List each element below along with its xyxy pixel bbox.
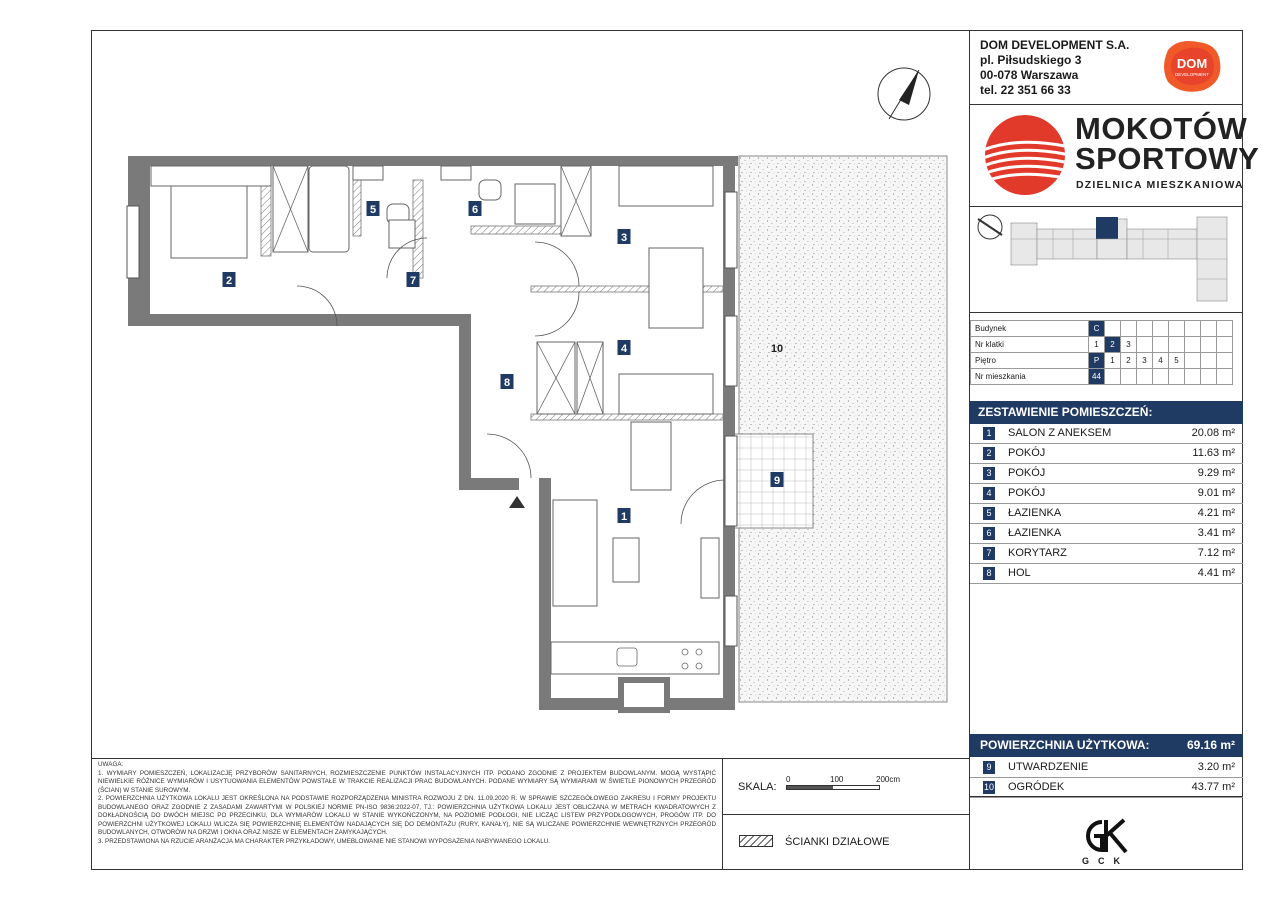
info-option: 44 <box>1089 369 1105 385</box>
room-row <box>970 484 1243 504</box>
key-plan <box>973 209 1239 309</box>
header-divider <box>969 206 1243 207</box>
note-3: 3. PRZEDSTAWIONA NA RZUCIE ARANŻACJA MA CHARAKTER PRZYKŁADOWY, UMEBLOWANIE NIE STANOWI WYPOSAŻENIA NABYWANEGO LOKALU. <box>98 837 551 845</box>
info-label: Nr klatki <box>971 337 1089 353</box>
svg-text:5: 5 <box>369 204 377 216</box>
compass-small-icon <box>978 215 1002 239</box>
sofa <box>553 500 597 606</box>
svg-text:3: 3 <box>620 232 628 244</box>
info-label: Piętro <box>971 353 1089 369</box>
info-option: 3 <box>1137 353 1153 369</box>
room-name: POKÓJ <box>1008 467 1046 479</box>
project-title-2: SPORTOWY <box>1075 141 1260 176</box>
plan-room-label <box>223 272 236 287</box>
gck-logo-text: GCK <box>1082 856 1129 866</box>
room-row <box>970 464 1243 484</box>
svg-text:9: 9 <box>773 475 781 487</box>
room-area: 9.29 m² <box>1197 467 1235 479</box>
extra-area: 43.77 m² <box>1191 781 1235 793</box>
shower <box>515 184 555 224</box>
room-name: ŁAZIENKA <box>1008 507 1062 519</box>
bed-room-4 <box>619 374 713 414</box>
info-option: 3 <box>1121 337 1137 353</box>
room-number: 8 <box>983 567 995 580</box>
room-area: 3.41 m² <box>1197 527 1235 539</box>
room-area: 4.41 m² <box>1197 567 1235 579</box>
partition-wall-legend-swatch <box>739 835 773 847</box>
room-area: 7.12 m² <box>1197 547 1235 559</box>
bed-room-2 <box>171 180 247 258</box>
info-option: 1 <box>1105 353 1121 369</box>
scale-tick-200: 200cm <box>876 775 901 784</box>
svg-text:2: 2 <box>225 275 233 287</box>
svg-text:4: 4 <box>620 343 628 355</box>
info-row-stairwell <box>971 337 1233 353</box>
info-row-floor <box>971 353 1233 369</box>
room-row <box>970 424 1243 444</box>
rooms-list <box>970 424 1243 584</box>
company-phone: tel. 22 351 66 33 <box>980 83 1071 97</box>
room-area: 11.63 m² <box>1192 447 1235 459</box>
company-city: 00-078 Warszawa <box>980 68 1079 82</box>
room-number: 1 <box>983 427 995 440</box>
info-option: 2 <box>1105 337 1121 353</box>
total-area-bar <box>970 734 1243 757</box>
room-area: 20.08 m² <box>1191 427 1235 439</box>
info-row-building <box>971 321 1233 337</box>
dom-logo-subtext: DEVELOPMENT <box>1174 72 1210 77</box>
room-area: 9.01 m² <box>1197 487 1235 499</box>
plan-room-label <box>618 508 631 523</box>
extra-row <box>970 778 1243 798</box>
room-row <box>970 544 1243 564</box>
room-name: KORYTARZ <box>1008 547 1067 559</box>
header-divider <box>969 312 1243 313</box>
partition-wall-legend-label: ŚCIANKI DZIAŁOWE <box>785 836 890 848</box>
room-row <box>970 504 1243 524</box>
room-number: 4 <box>983 487 995 500</box>
footer-divider <box>91 758 970 759</box>
extra-name: OGRÓDEK <box>1008 781 1065 793</box>
room-name: POKÓJ <box>1008 447 1046 459</box>
toilet-6 <box>479 180 501 200</box>
svg-text:8: 8 <box>503 377 511 389</box>
north-arrow-icon <box>878 68 930 120</box>
svg-text:1: 1 <box>620 511 628 523</box>
info-option: 1 <box>1089 337 1105 353</box>
room-number: 2 <box>983 447 995 460</box>
info-row-apartment <box>971 369 1233 385</box>
garden-area <box>739 156 947 702</box>
plan-room-label <box>618 229 631 244</box>
svg-text:7: 7 <box>409 275 417 287</box>
company-info <box>980 38 1129 98</box>
bed-room-3 <box>619 166 713 206</box>
info-option: 4 <box>1153 353 1169 369</box>
rooms-section-title: ZESTAWIENIE POMIESZCZEŃ: <box>970 401 1243 424</box>
extras-list <box>970 758 1243 798</box>
plan-room-label <box>469 201 482 216</box>
info-option: 5 <box>1169 353 1185 369</box>
project-subtitle: DZIELNICA MIESZKANIOWA <box>1076 179 1244 191</box>
svg-text:6: 6 <box>471 204 479 216</box>
project-title-1: MOKOTÓW <box>1075 111 1248 146</box>
room-name: SALON Z ANEKSEM <box>1008 427 1112 439</box>
company-address: pl. Piłsudskiego 3 <box>980 53 1082 67</box>
coffee-table <box>613 538 639 582</box>
dom-logo-text: DOM <box>1176 56 1208 71</box>
room-row <box>970 524 1243 544</box>
plan-room-label <box>367 201 380 216</box>
notes-title: UWAGA: <box>98 761 124 768</box>
room-area: 4.21 m² <box>1197 507 1235 519</box>
note-1: 1. WYMIARY POMIESZCZEŃ, LOKALIZACJĘ PRZYBORÓW SANITARNYCH, ROZMIESZCZENIE PUNKTÓW INSTALACYJNYCH ITP. PODANO ZGODNIE Z PROJEKTEM BUDOWLANYM. MOGĄ WYSTĄPIĆ NIEWIELKIE RÓŻNICE WYMIARÓW I USYTUOWANIA ELEMENTÓW POWSTAŁE W TRAKCIE REALIZACJI PRAC BUDOWLANYCH. PODANE WYMIARY SĄ WYMIARAMI W ŚWIETLE PIONOWYCH PRZEGRÓD (ŚCIAN) W STANIE SUROWYM. <box>98 769 716 794</box>
room-name: POKÓJ <box>1008 487 1046 499</box>
room-row <box>970 564 1243 584</box>
extra-number: 9 <box>983 761 995 774</box>
extra-name: UTWARDZENIE <box>1008 761 1089 773</box>
plan-room-label <box>501 374 514 389</box>
plan-room-label <box>407 272 420 287</box>
room-name: ŁAZIENKA <box>1008 527 1062 539</box>
plan-room-label <box>771 472 784 487</box>
note-2: 2. POWIERZCHNIA UŻYTKOWA LOKALU JEST OKREŚLONA NA PODSTAWIE ROZPORZĄDZENIA MINISTRA ROZWOJU Z DN. 11.09.2020 R. W SPRAWIE SZCZEGÓŁOWEGO ZAKRESU I FORMY PROJEKTU BUDOWLANEGO ORAZ ZGODNIE Z ZASADAMI ZAWARTYMI W POLSKIEJ NORMIE PN-ISO 9836:2022-07, TJ.: POWIERZCHNIA UŻYTKOWA LOKALU JEST OBLICZANA W METRACH KWADRATOWYCH Z DOKŁADNOŚCIĄ DO DWÓCH MIEJSC PO PRZECINKU, DLA WYMIARÓW LOKALU W STANIE WYKOŃCZONYM, NA POZIOMIE PODŁOGI, NIE LICZĄC LISTEW PRZYPODŁOGOWYCH, PROGÓW ITP. DO POWIERZCHNI UŻYTKOWEJ LOKALU WLICZA SIĘ POWIERZCHNIĘ ELEMENTÓW NADAJĄCYCH SIĘ DO DEMONTAŻU (RURY, KANAŁY), NIE SĄ WLICZANE POWIERZCHNIE WEWNĘTRZNYCH PRZEGRÓD BUDOWLANYCH, OTWORÓW NA DRZWI I OKNA ORAZ NISZE W ELEMENTACH ZAMYKAJĄCYCH. <box>98 795 716 836</box>
svg-text:10: 10 <box>770 343 784 355</box>
extra-row <box>970 758 1243 778</box>
bathtub <box>309 166 349 252</box>
apartment-info-table <box>970 320 1233 385</box>
scale-bar <box>786 785 880 790</box>
room-number: 3 <box>983 467 995 480</box>
extra-number: 10 <box>983 782 994 792</box>
info-option: 2 <box>1121 353 1137 369</box>
scale-label: SKALA: <box>738 781 777 793</box>
room-number: 7 <box>983 547 995 560</box>
extra-area: 3.20 m² <box>1197 761 1235 773</box>
plan-room-label <box>618 340 631 355</box>
room-number: 5 <box>983 507 995 520</box>
mokotow-sportowy-logo <box>982 111 1260 198</box>
footer-divider <box>722 814 970 815</box>
kitchen-counter <box>551 642 719 674</box>
dining-table <box>631 422 671 490</box>
scale-tick-0: 0 <box>786 775 791 784</box>
info-option: C <box>1089 321 1105 337</box>
total-area-value: 69.16 m² <box>1186 738 1235 752</box>
entrance-arrow-icon <box>509 496 525 508</box>
sport-ball-icon <box>984 114 1066 196</box>
info-option: P <box>1089 353 1105 369</box>
terrace-area <box>727 434 813 528</box>
room-number: 6 <box>983 527 995 540</box>
company-name: DOM DEVELOPMENT S.A. <box>980 38 1130 52</box>
dom-development-logo <box>1160 38 1224 94</box>
header-divider <box>969 104 1243 105</box>
scale-tick-100: 100 <box>830 775 844 784</box>
room-name: HOL <box>1008 567 1031 579</box>
info-label: Budynek <box>971 321 1089 337</box>
info-label: Nr mieszkania <box>971 369 1089 385</box>
floor-plan <box>91 30 969 758</box>
room-row <box>970 444 1243 464</box>
desk-room-3 <box>649 248 703 328</box>
washing-machine <box>389 220 415 248</box>
total-area-label: POWIERZCHNIA UŻYTKOWA: <box>980 738 1150 752</box>
notes-block <box>98 761 716 846</box>
